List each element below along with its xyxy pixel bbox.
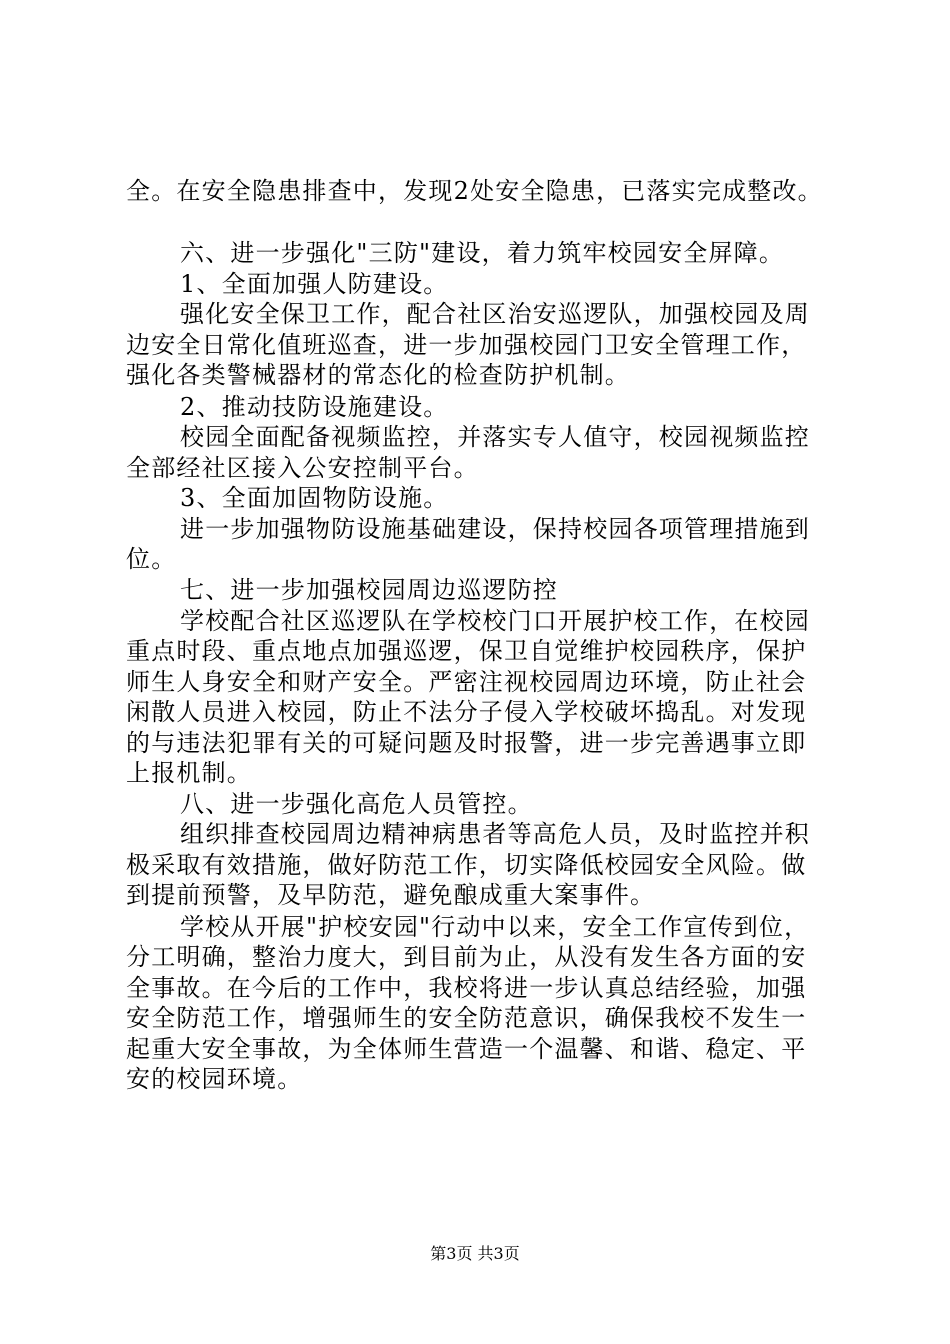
body-text-line: 学校配合社区巡逻队在学校校门口开展护校工作，在校园 [180, 607, 810, 635]
body-text-line: 强化安全保卫工作，配合社区治安巡逻队，加强校园及周 [180, 300, 810, 328]
body-text-line: 全。在安全隐患排查中，发现2处安全隐患，已落实完成整改。 [126, 177, 823, 205]
body-text-line: 全事故。在今后的工作中，我校将进一步认真总结经验，加强 [126, 974, 807, 1002]
body-text-line: 师生人身安全和财产安全。严密注视校园周边环境，防止社会 [126, 668, 807, 696]
subsection-heading: 3、全面加固物防设施。 [180, 484, 449, 512]
section-heading-six: 六、进一步强化"三防"建设，着力筑牢校园安全屏障。 [180, 239, 785, 267]
body-text-line: 分工明确，整治力度大，到目前为止，从没有发生各方面的安 [126, 943, 807, 971]
body-text-line: 的与违法犯罪有关的可疑问题及时报警，进一步完善遇事立即 [126, 729, 807, 757]
body-text-line: 到提前预警，及早防范，避免酿成重大案事件。 [126, 881, 656, 909]
body-text-line: 学校从开展"护校安园"行动中以来，安全工作宣传到位， [180, 913, 810, 941]
subsection-heading: 2、推动技防设施建设。 [180, 393, 449, 421]
body-text-line: 起重大安全事故，为全体师生营造一个温馨、和谐、稳定、平 [126, 1035, 807, 1063]
body-text-line: 重点时段、重点地点加强巡逻，保卫自觉维护校园秩序，保护 [126, 637, 807, 665]
body-text-line: 闲散人员进入校园，防止不法分子侵入学校破坏捣乱。对发现 [126, 698, 807, 726]
body-text-line: 全部经社区接入公安控制平台。 [126, 454, 479, 482]
body-text-line: 上报机制。 [126, 759, 252, 787]
body-text-line: 校园全面配备视频监控，并落实专人值守，校园视频监控 [180, 423, 810, 451]
body-text-line: 边安全日常化值班巡查，进一步加强校园门卫安全管理工作， [126, 331, 807, 359]
body-text-line: 位。 [126, 545, 177, 573]
body-text-line: 安全防范工作，增强师生的安全防范意识，确保我校不发生一 [126, 1004, 807, 1032]
body-text-line: 组织排查校园周边精神病患者等高危人员，及时监控并积 [180, 820, 810, 848]
body-text-line: 进一步加强物防设施基础建设，保持校园各项管理措施到 [180, 515, 810, 543]
body-text-line: 安的校园环境。 [126, 1065, 303, 1093]
body-text-line: 强化各类警械器材的常态化的检查防护机制。 [126, 361, 630, 389]
page-number-footer: 第3页 共3页 [430, 1244, 520, 1263]
section-heading-seven: 七、进一步加强校园周边巡逻防控 [180, 576, 558, 604]
subsection-heading: 1、全面加强人防建设。 [180, 270, 449, 298]
body-text-line: 极采取有效措施，做好防范工作，切实降低校园安全风险。做 [126, 851, 807, 879]
section-heading-eight: 八、进一步强化高危人员管控。 [180, 790, 533, 818]
